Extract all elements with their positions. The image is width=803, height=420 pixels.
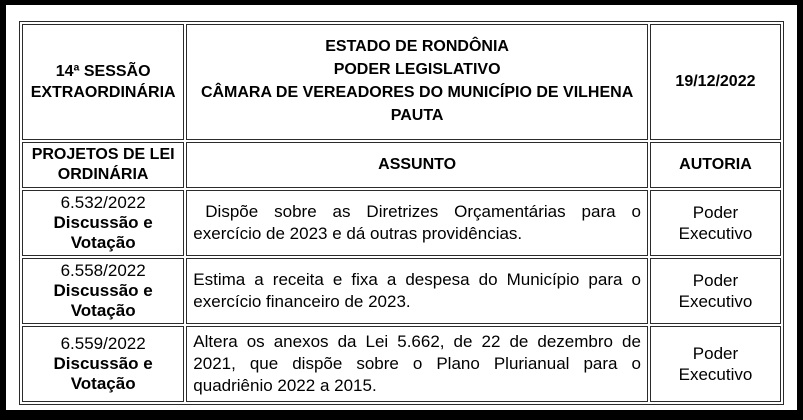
project-number: 6.532/2022 [60, 193, 146, 212]
subject-cell [186, 258, 648, 324]
session-title: 14ª SESSÃO EXTRAORDINÁRIA [30, 63, 176, 101]
session-title-cell [22, 24, 184, 140]
org-header-cell [186, 24, 648, 140]
project-cell [22, 190, 184, 256]
author-cell [650, 258, 781, 324]
author-cell [650, 326, 781, 402]
org-line-branch: PODER LEGISLATIVO [333, 61, 501, 78]
author-cell [650, 190, 781, 256]
column-header-row [22, 142, 781, 188]
author-text: Poder Executivo [678, 203, 753, 243]
author-text: Poder Executivo [678, 271, 753, 311]
table-row [22, 258, 781, 324]
project-number: 6.558/2022 [60, 261, 146, 280]
project-cell [22, 258, 184, 324]
project-number: 6.559/2022 [60, 334, 146, 353]
table-row [22, 326, 781, 402]
subject-cell [186, 190, 648, 256]
org-line-pauta: PAUTA [390, 107, 444, 124]
session-date: 19/12/2022 [675, 73, 756, 90]
col-header-author [650, 142, 781, 188]
subject-text: Dispõe sobre as Diretrizes Orçamentárias para o exercício de 2023 e dá outras providências. [193, 202, 641, 243]
project-cell [22, 326, 184, 402]
col-header-author-label: AUTORIA [679, 156, 752, 173]
subject-text: Altera os anexos da Lei 5.662, de 22 de dezembro de 2021, que dispõe sobre o Plano Plurianual para o quadriênio 2022 a 2015. [193, 332, 641, 395]
col-header-subject [186, 142, 648, 188]
pauta-table [19, 21, 784, 405]
subject-text: Estima a receita e fixa a despesa do Município para o exercício financeiro de 2023. [193, 270, 641, 311]
header-row [22, 24, 781, 140]
subject-cell [186, 326, 648, 402]
project-status: Discussão e Votação [53, 281, 153, 320]
date-cell [650, 24, 781, 140]
project-status: Discussão e Votação [53, 213, 153, 252]
col-header-subject-label: ASSUNTO [378, 156, 457, 173]
table-row [22, 190, 781, 256]
author-text: Poder Executivo [678, 344, 753, 384]
org-line-state: ESTADO DE RONDÔNIA [325, 38, 509, 55]
col-header-projects [22, 142, 184, 188]
org-line-chamber: CÂMARA DE VEREADORES DO MUNICÍPIO DE VILHENA [200, 84, 634, 101]
project-status: Discussão e Votação [53, 354, 153, 393]
col-header-projects-label: PROJETOS DE LEI ORDINÁRIA [31, 146, 175, 183]
